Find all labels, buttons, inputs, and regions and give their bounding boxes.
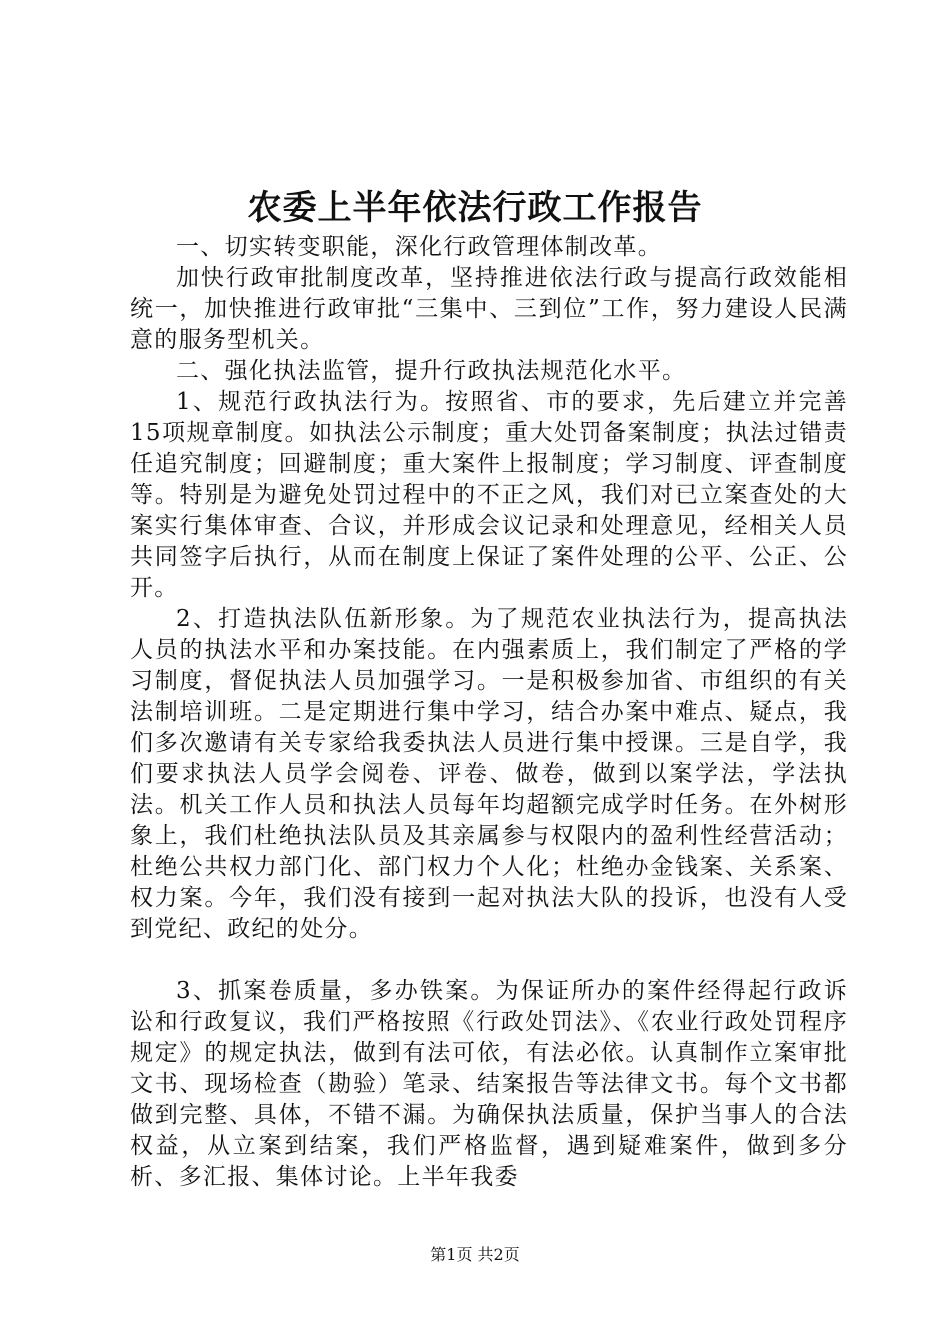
document-title: 农委上半年依法行政工作报告 <box>247 188 703 228</box>
paragraph-item-1: 1、规范行政执法行为。按照省、市的要求，先后建立并完善15项规章制度。如执法公示制度；重大处罚备案制度；执法过错责任追究制度；回避制度；重大案件上报制度；学习制度、评查制度等。特别是为避免处罚过程中的不正之风，我们对已立案查处的大案实行集体审查、合议，并形成会议记录和处理意见，经相关人员共同签字后执行，从而在制度上保证了案件处理的公平、公正、公开。 <box>130 389 848 601</box>
document-body <box>130 232 848 1193</box>
paragraph-section-1-heading: 一、切实转变职能，深化行政管理体制改革。 <box>176 234 662 260</box>
paragraph-section-2-heading: 二、强化执法监管，提升行政执法规范化水平。 <box>176 358 687 384</box>
paragraph-item-3: 3、抓案卷质量，多办铁案。为保证所办的案件经得起行政诉讼和行政复议，我们严格按照《行政处罚法》、《农业行政处罚程序规定》的规定执法，做到有法可依，有法必依。认真制作立案审批文书、现场检查（勘验）笔录、结案报告等法律文书。每个文书都做到完整、具体，不错不漏。为确保执法质量，保护当事人的合法权益，从立案到结案，我们严格监督，遇到疑难案件，做到多分析、多汇报、集体讨论。上半年我委 <box>130 978 848 1190</box>
page-footer: 第1页 共2页 <box>430 1245 520 1264</box>
paragraph-item-2: 2、打造执法队伍新形象。为了规范农业执法行为，提高执法人员的执法水平和办案技能。在内强素质上，我们制定了严格的学习制度，督促执法人员加强学习。一是积极参加省、市组织的有关法制培训班。二是定期进行集中学习，结合办案中难点、疑点，我们多次邀请有关专家给我委执法人员进行集中授课。三是自学，我们要求执法人员学会阅卷、评卷、做卷，做到以案学法，学法执法。机关工作人员和执法人员每年均超额完成学时任务。在外树形象上，我们杜绝执法队员及其亲属参与权限内的盈利性经营活动；杜绝公共权力部门化、部门权力个人化；杜绝办金钱案、关系案、权力案。今年，我们没有接到一起对执法大队的投诉，也没有人受到党纪、政纪的处分。 <box>130 606 848 942</box>
paragraph-section-1-body: 加快行政审批制度改革，坚持推进依法行政与提高行政效能相统一，加快推进行政审批“三集中、三到位”工作，努力建设人民满意的服务型机关。 <box>130 265 848 353</box>
